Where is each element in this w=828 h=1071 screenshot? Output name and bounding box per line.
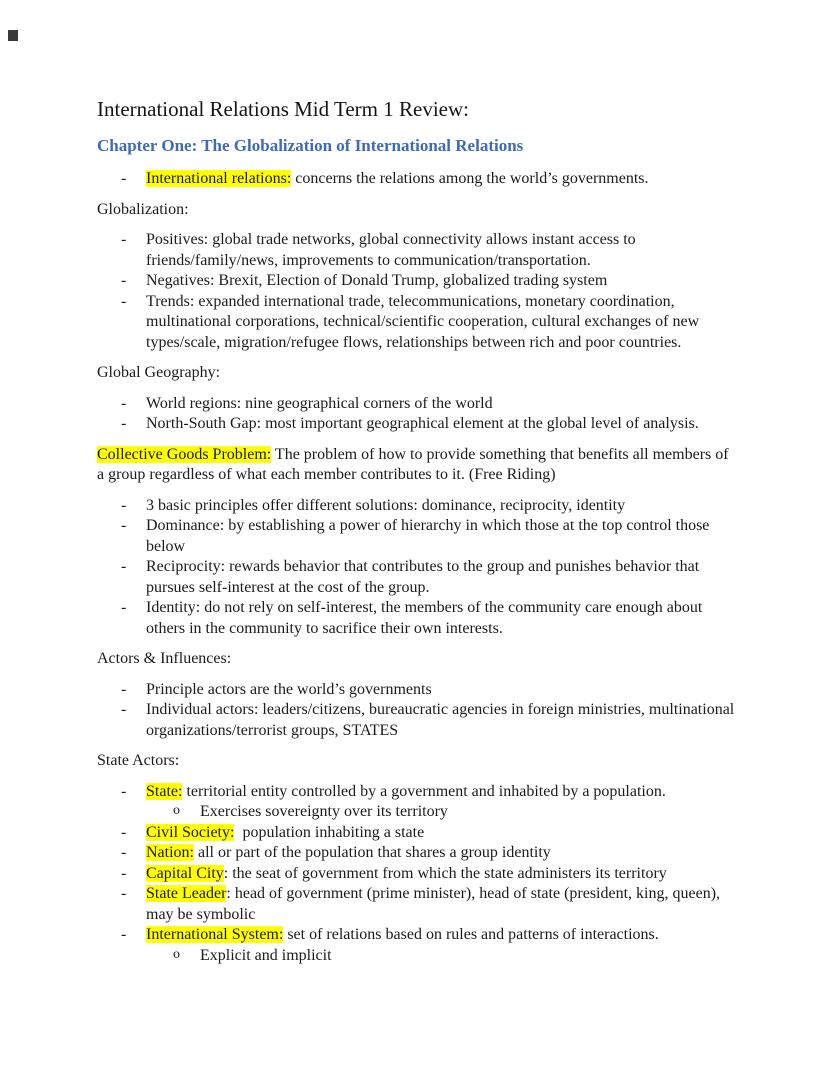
sub-bullet-marker: o xyxy=(173,946,180,962)
bullet-dash-marker: - xyxy=(121,272,127,289)
sub-list-item-text: Exercises sovereignty over its territory xyxy=(200,803,448,820)
bullet-dash-marker: - xyxy=(121,170,127,187)
bullet-list xyxy=(97,169,737,190)
text-run: Actors & Influences: xyxy=(97,650,232,667)
text-run: : head of government (prime minister), head of state (president, king, queen), may be symbolic xyxy=(146,885,725,923)
list-item xyxy=(97,843,737,864)
chapter-heading: Chapter One: The Globalization of International Relations xyxy=(97,136,524,155)
list-item xyxy=(97,271,737,292)
document-body xyxy=(97,169,737,966)
paragraph xyxy=(97,649,737,670)
text-run: Global Geography: xyxy=(97,364,221,381)
text-run: Individual actors: leaders/citizens, bureaucratic agencies in foreign ministries, multinational organizations/terrorist groups, STATES xyxy=(146,701,739,739)
list-item-text xyxy=(146,782,737,803)
sub-list-item xyxy=(97,802,737,823)
text-run: Principle actors are the world’s governments xyxy=(146,680,432,698)
bullet-dash-marker: - xyxy=(121,864,127,882)
page-corner-mark xyxy=(8,30,18,41)
text-run: Trends: expanded international trade, telecommunications, monetary coordination, multinational corporations, technical/scientific cooperation, cultural exchanges of new types/scale, migration/refugee flows, relationships between rich and poor countries. xyxy=(146,292,704,351)
text-run: World regions: nine geographical corners of the world xyxy=(146,394,493,412)
list-item-text xyxy=(146,823,737,844)
list-item-text xyxy=(146,843,737,864)
highlighted-term: Civil Society: xyxy=(146,823,235,841)
text-run: State Actors: xyxy=(97,752,180,769)
list-item xyxy=(97,414,737,435)
text-run: 3 basic principles offer different solutions: dominance, reciprocity, identity xyxy=(146,496,626,514)
list-item xyxy=(97,823,737,844)
highlighted-term: State Leader xyxy=(146,885,227,902)
list-item xyxy=(97,925,737,946)
list-item xyxy=(97,680,737,701)
list-item-text xyxy=(146,925,737,946)
list-item xyxy=(97,230,737,271)
list-item-text xyxy=(146,414,737,435)
text-run: all or part of the population that shares a group identity xyxy=(194,844,551,861)
list-item-text xyxy=(146,516,737,557)
bullet-list xyxy=(97,230,737,353)
bullet-list xyxy=(97,394,737,435)
list-item-text xyxy=(146,394,737,415)
paragraph xyxy=(97,445,737,486)
list-item xyxy=(97,169,737,190)
list-item-text xyxy=(146,598,737,639)
list-item-text xyxy=(146,700,737,741)
list-item-text xyxy=(146,864,737,885)
text-run: Reciprocity: rewards behavior that contributes to the group and punishes behavior that pursues self-interest at the cost of the group. xyxy=(146,558,704,596)
list-item xyxy=(97,516,737,557)
list-item xyxy=(97,884,737,925)
bullet-dash-marker: - xyxy=(121,415,127,432)
bullet-dash-marker: - xyxy=(121,558,127,575)
list-item xyxy=(97,292,737,354)
text-run: population inhabiting a state xyxy=(234,823,425,841)
list-item-text xyxy=(146,884,737,925)
bullet-dash-marker: - xyxy=(121,517,127,534)
document-title: International Relations Mid Term 1 Review: xyxy=(97,97,469,121)
bullet-list xyxy=(97,782,737,967)
list-item-text xyxy=(146,271,737,292)
text-run: Negatives: Brexit, Election of Donald Trump, globalized trading system xyxy=(146,272,608,289)
list-item xyxy=(97,496,737,517)
bullet-dash-marker: - xyxy=(121,823,127,841)
text-run: set of relations based on rules and patterns of interactions. xyxy=(283,926,659,943)
list-item-text xyxy=(146,557,737,598)
bullet-dash-marker: - xyxy=(121,394,127,412)
text-run: territorial entity controlled by a government and inhabited by a population. xyxy=(182,782,666,800)
text-run: : the seat of government from which the state administers its territory xyxy=(223,864,667,882)
text-run: Positives: global trade networks, global connectivity allows instant access to friends/family/news, improvements to communication/transportation. xyxy=(146,231,640,269)
list-item xyxy=(97,598,737,639)
bullet-dash-marker: - xyxy=(121,680,127,698)
list-item-text xyxy=(146,496,737,517)
document-content xyxy=(97,96,737,976)
sub-bullet-marker: o xyxy=(173,803,180,818)
bullet-dash-marker: - xyxy=(121,599,127,616)
bullet-dash-marker: - xyxy=(121,231,127,248)
bullet-dash-marker: - xyxy=(121,885,127,902)
highlighted-term: Capital City xyxy=(146,864,224,882)
bullet-dash-marker: - xyxy=(121,844,127,861)
list-item xyxy=(97,782,737,803)
bullet-dash-marker: - xyxy=(121,701,127,718)
text-run: Globalization: xyxy=(97,200,189,218)
highlighted-term: International System: xyxy=(146,926,284,943)
list-item xyxy=(97,700,737,741)
list-item-text xyxy=(146,292,737,354)
text-run: Identity: do not rely on self-interest, the members of the community care enough about others in the community to sacrifice their own interests. xyxy=(146,599,707,637)
list-item xyxy=(97,864,737,885)
highlighted-term: Nation: xyxy=(146,844,194,861)
bullet-dash-marker: - xyxy=(121,782,127,800)
bullet-dash-marker: - xyxy=(121,926,127,943)
paragraph xyxy=(97,751,737,772)
list-item-text xyxy=(146,169,737,190)
sub-list-item-text: Explicit and implicit xyxy=(200,946,332,964)
highlighted-term: International relations: xyxy=(146,170,292,187)
list-item xyxy=(97,394,737,415)
highlighted-term: State: xyxy=(146,782,183,800)
paragraph xyxy=(97,363,737,384)
paragraph xyxy=(97,200,737,221)
text-run: North-South Gap: most important geographical element at the global level of analysis. xyxy=(146,415,699,432)
text-run: Dominance: by establishing a power of hierarchy in which those at the top control those below xyxy=(146,517,714,555)
bullet-dash-marker: - xyxy=(121,496,127,514)
highlighted-term: Collective Goods Problem: xyxy=(97,445,272,463)
list-item-text xyxy=(146,230,737,271)
text-run: The problem of how to provide something that benefits all members of a group regardless of what each member contributes to it. (Free Riding) xyxy=(97,445,733,483)
bullet-list xyxy=(97,496,737,640)
list-item xyxy=(97,557,737,598)
list-item-text xyxy=(146,680,737,701)
bullet-dash-marker: - xyxy=(121,292,127,310)
sub-list-item xyxy=(97,946,737,967)
text-run: concerns the relations among the world’s governments. xyxy=(291,170,649,187)
bullet-list xyxy=(97,680,737,742)
